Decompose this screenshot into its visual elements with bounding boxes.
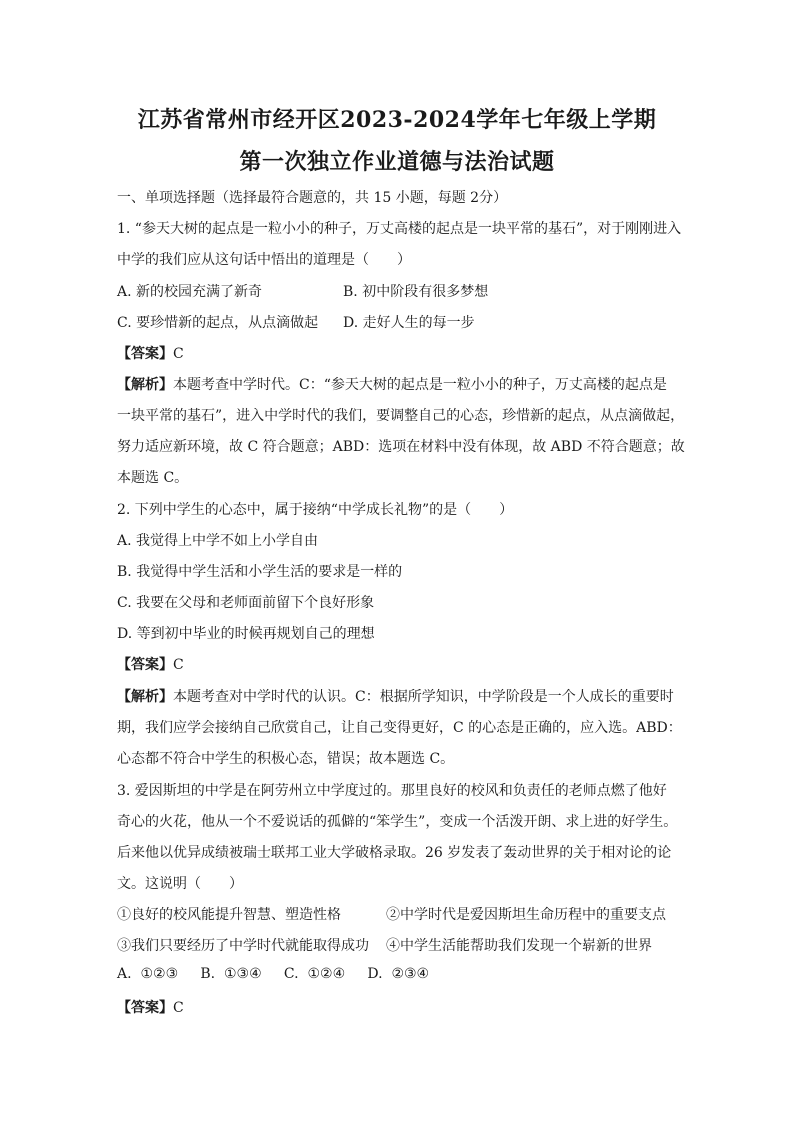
q1-answer-value: C	[173, 346, 184, 362]
q3-stem-line-2: 奇心的火花，他从一个不爱说话的孤僻的“笨学生”，变成一个活泼开朗、求上进的好学生。	[117, 814, 678, 830]
q1-option-a: A. 新的校园充满了新奇	[117, 284, 263, 300]
q3-item-1: ①良好的校风能提升智慧、塑造性格	[117, 907, 341, 923]
q3-options: A. ①②③ B. ①③④ C. ①②④ D. ②③④	[117, 966, 430, 982]
q3-item-2: ②中学时代是爱因斯坦生命历程中的重要支点	[386, 907, 666, 923]
q2-analysis-label: 【解析】	[117, 689, 173, 705]
q3-stem-line-4: 文。这说明（ ）	[117, 876, 243, 892]
q2-answer-value: C	[173, 657, 184, 673]
q1-analysis-line-3: 努力适应新环境，故 C 符合题意；ABD：选项在材料中没有体现，故 ABD 不符合题意；故	[117, 439, 685, 455]
q3-item-4: ④中学生活能帮助我们发现一个崭新的世界	[386, 938, 652, 954]
q1-answer	[117, 343, 184, 363]
document-title-line-2: 第一次独立作业道德与法治试题	[239, 149, 555, 175]
q1-option-d: D. 走好人生的每一步	[343, 315, 475, 331]
q3-answer-value: C	[173, 1000, 184, 1016]
q2-analysis-line-2: 期，我们应学会接纳自己欣赏自己，让自己变得更好，C 的心态是正确的，应入选。ABD：	[117, 720, 682, 736]
q1-analysis-line-2: 一块平常的基石”，进入中学时代的我们，要调整自己的心态，珍惜新的起点，从点滴做起，	[117, 408, 685, 424]
q1-analysis-line-1	[117, 374, 667, 394]
q1-stem-line-1: 1. “参天大树的起点是一粒小小的种子，万丈高楼的起点是一块平常的基石”，对于刚刚进入	[117, 221, 682, 237]
q1-analysis-label: 【解析】	[117, 377, 173, 393]
q3-stem-line-1: 3. 爱因斯坦的中学是在阿劳州立中学度过的。那里良好的校风和负责任的老师点燃了他好	[117, 783, 667, 799]
q1-answer-label: 【答案】	[117, 346, 173, 362]
q3-answer	[117, 997, 184, 1017]
q3-stem-line-3: 后来他以优异成绩被瑞士联邦工业大学破格录取。26 岁发表了轰动世界的关于相对论的论	[117, 845, 672, 861]
q2-analysis-line-3: 心态都不符合中学生的积极心态，错误；故本题选 C。	[117, 751, 455, 767]
q3-item-3: ③我们只要经历了中学时代就能取得成功	[117, 938, 369, 954]
q2-stem: 2. 下列中学生的心态中，属于接纳“中学成长礼物”的是（ ）	[117, 502, 514, 518]
q2-analysis-text-1: 本题考查对中学时代的认识。C：根据所学知识，中学阶段是一个人成长的重要时	[173, 689, 674, 705]
q2-analysis-line-1	[117, 686, 674, 706]
q2-option-c: C. 我要在父母和老师面前留下个良好形象	[117, 595, 375, 611]
q3-answer-label: 【答案】	[117, 1000, 173, 1016]
q2-option-b: B. 我觉得中学生活和小学生活的要求是一样的	[117, 564, 403, 580]
q1-option-c: C. 要珍惜新的起点，从点滴做起	[117, 315, 319, 331]
q1-option-b: B. 初中阶段有很多梦想	[343, 284, 489, 300]
document-title-line-1: 江苏省常州市经开区2023-2024学年七年级上学期	[137, 107, 657, 133]
q1-analysis-line-4: 本题选 C。	[117, 470, 189, 486]
q1-stem-line-2: 中学的我们应从这句话中悟出的道理是（ ）	[117, 252, 411, 268]
q2-option-d: D. 等到初中毕业的时候再规划自己的理想	[117, 626, 375, 642]
section-header: 一、单项选择题（选择最符合题意的，共 15 小题，每题 2分）	[117, 190, 508, 206]
q2-option-a: A. 我觉得上中学不如上小学自由	[117, 533, 319, 549]
q1-analysis-text-1: 本题考查中学时代。C：“参天大树的起点是一粒小小的种子，万丈高楼的起点是	[173, 377, 667, 393]
q2-answer	[117, 654, 184, 674]
q2-answer-label: 【答案】	[117, 657, 173, 673]
